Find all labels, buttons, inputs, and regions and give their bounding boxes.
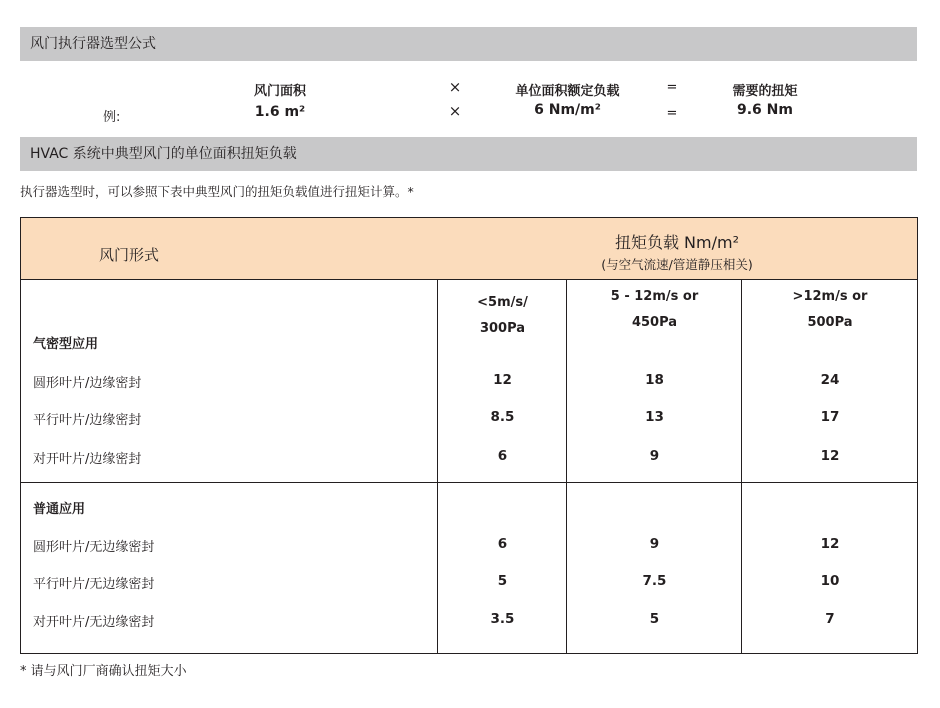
- table-cell: 13: [645, 409, 664, 425]
- column-header-mid-speed: [568, 284, 741, 336]
- column-header-line2: 450Pa: [631, 315, 678, 330]
- example-label: 例:: [103, 110, 121, 125]
- group-label-general: 普通应用: [33, 502, 86, 517]
- section-header-torque-load: HVAC 系统中典型风门的单位面积扭矩负载: [20, 137, 917, 171]
- table-header: [21, 218, 917, 280]
- table-cell: 17: [820, 409, 840, 425]
- column-header-line1: <5m/s/: [477, 295, 528, 310]
- table-cell: 24: [820, 372, 840, 388]
- formula-load-label: 单位面积额定负载: [515, 84, 620, 99]
- column-header-line1: >12m/s or: [792, 289, 868, 304]
- example-times-sign: ×: [448, 102, 462, 120]
- formula-equals-sign: =: [666, 80, 678, 95]
- table-cell: 10: [820, 573, 840, 589]
- column-divider: [566, 280, 567, 653]
- formula-area-label: 风门面积: [253, 84, 306, 99]
- column-header-low-speed: [439, 290, 566, 342]
- formula-torque-label: 需要的扭矩: [732, 84, 798, 99]
- table-cell: 8.5: [490, 409, 515, 425]
- torque-load-table: [20, 217, 918, 654]
- group-divider: [21, 482, 917, 483]
- row-label: 平行叶片/边缘密封: [33, 413, 142, 428]
- table-cell: 6: [497, 448, 508, 464]
- example-area: 1.6 m²: [254, 104, 306, 120]
- row-label: 圆形叶片/边缘密封: [33, 376, 142, 391]
- table-cell: 5: [497, 573, 508, 589]
- section-header-formula: 风门执行器选型公式: [20, 27, 917, 61]
- group-label-airtight: 气密型应用: [33, 337, 99, 352]
- table-cell: 7.5: [642, 573, 667, 589]
- example-equals-sign: =: [666, 106, 678, 121]
- header-torque-load: [438, 230, 916, 273]
- column-divider: [741, 280, 742, 653]
- intro-text: 执行器选型时，可以参照下表中典型风门的扭矩负载值进行扭矩计算。*: [20, 184, 414, 199]
- table-cell: 3.5: [490, 611, 515, 627]
- table-cell: 9: [649, 448, 660, 464]
- footnote: * 请与风门厂商确认扭矩大小: [20, 664, 187, 679]
- table-cell: 5: [649, 611, 660, 627]
- header-torque-subtitle: (与空气流速/管道静压相关): [601, 257, 753, 272]
- column-header-line2: 500Pa: [807, 315, 853, 330]
- formula-times-sign: ×: [448, 78, 462, 96]
- table-cell: 7: [825, 611, 835, 627]
- header-torque-title: 扭矩负载 Nm/m²: [614, 233, 740, 252]
- row-label: 对开叶片/边缘密封: [33, 452, 142, 467]
- table-cell: 12: [493, 372, 512, 388]
- header-damper-type: 风门形式: [99, 246, 160, 264]
- column-divider: [437, 280, 438, 653]
- row-label: 圆形叶片/无边缘密封: [33, 540, 155, 555]
- table-cell: 18: [645, 372, 664, 388]
- table-cell: 6: [497, 536, 508, 552]
- row-label: 平行叶片/无边缘密封: [33, 577, 155, 592]
- row-label: 对开叶片/无边缘密封: [33, 615, 155, 630]
- example-load: 6 Nm/m²: [534, 102, 601, 118]
- column-header-line2: 300Pa: [479, 321, 526, 336]
- table-cell: 12: [820, 536, 840, 552]
- column-header-high-speed: [743, 284, 917, 336]
- table-cell: 9: [649, 536, 660, 552]
- example-torque: 9.6 Nm: [737, 102, 793, 118]
- table-cell: 12: [820, 448, 840, 464]
- column-header-line1: 5 - 12m/s or: [610, 289, 699, 304]
